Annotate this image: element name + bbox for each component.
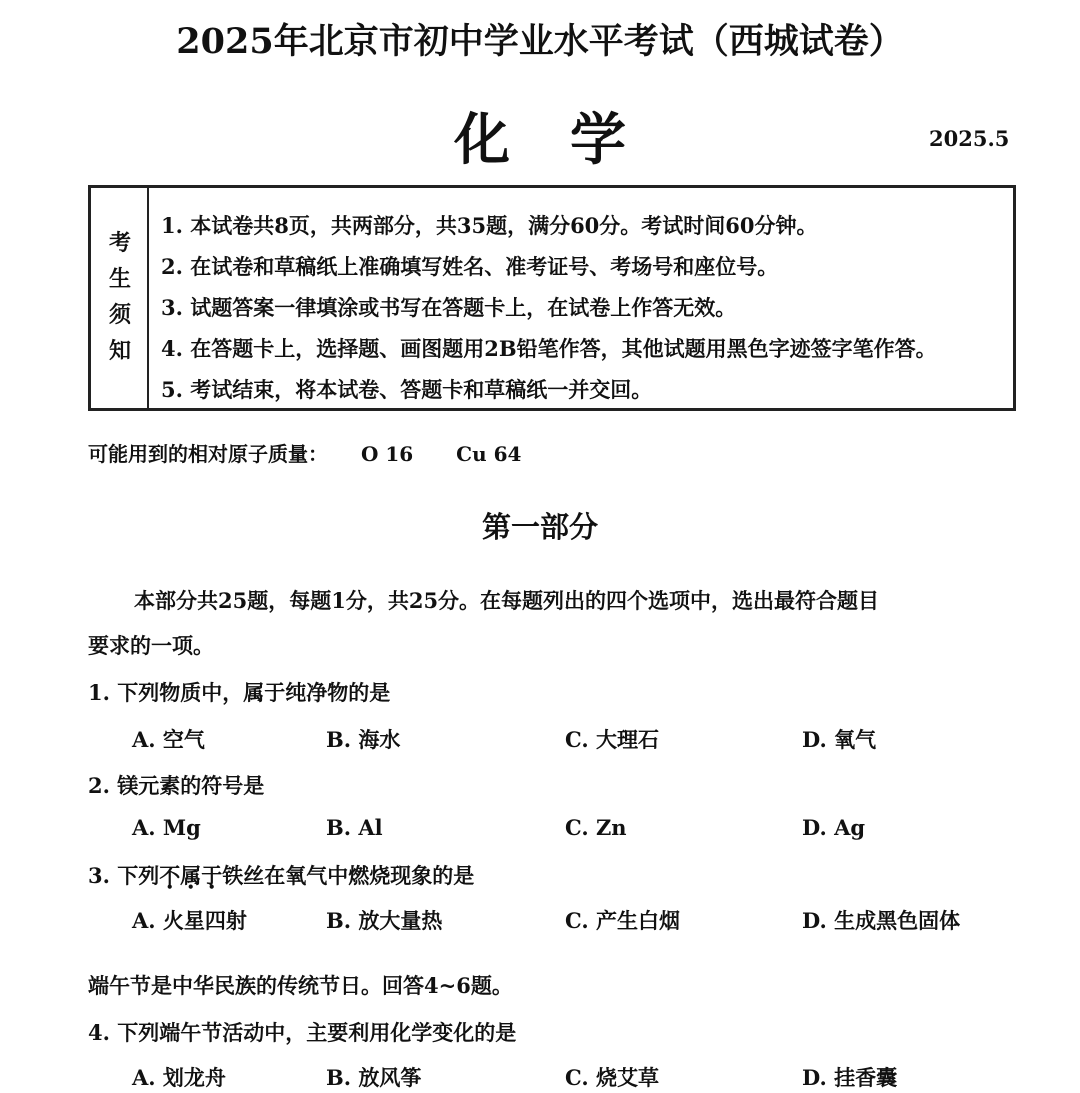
- question-stem-prefix: 3. 下列: [88, 863, 160, 888]
- option-a: A. 火星四射: [132, 908, 247, 933]
- question-stem: 1. 下列物质中，属于纯净物的是: [88, 680, 391, 705]
- question-stem: 4. 下列端午节活动中，主要利用化学变化的是: [88, 1020, 517, 1045]
- notice-item: 3. 试题答案一律填涂或书写在答题卡上，在试卷上作答无效。: [161, 295, 737, 320]
- exam-title: 2025年北京市初中学业水平考试（西城试卷）: [176, 21, 904, 62]
- part-instructions-cont: 要求的一项。: [88, 633, 214, 658]
- part-title: 第一部分: [481, 510, 598, 544]
- option-d: D. 生成黑色固体: [802, 908, 961, 933]
- question-stem: [88, 860, 474, 890]
- question-stem-suffix: 铁丝在氧气中燃烧现象的是: [222, 863, 475, 888]
- notice-item: 4. 在答题卡上，选择题、画图题用2B铅笔作答，其他试题用黑色字迹签字笔作答。: [161, 336, 937, 361]
- notice-label-char: 须: [108, 302, 131, 328]
- option-c: C. 产生白烟: [565, 908, 680, 933]
- context-text: 端午节是中华民族的传统节日。回答4~6题。: [88, 973, 513, 998]
- option-b: B. Al: [326, 815, 383, 840]
- notice-label-char: 考: [108, 230, 131, 256]
- option-d: D. 挂香囊: [802, 1065, 898, 1090]
- option-a: A. 空气: [132, 727, 205, 752]
- atomic-mass-value: O 16: [360, 442, 414, 466]
- option-a: A. 划龙舟: [132, 1065, 226, 1090]
- atomic-mass-label: 可能用到的相对原子质量：: [88, 442, 328, 466]
- option-b: B. 放大量热: [326, 908, 443, 933]
- emphasis-char: 不: [159, 863, 181, 888]
- option-c: C. 烧艾草: [565, 1065, 659, 1090]
- emphasis-char: 属: [180, 863, 202, 888]
- option-d: D. Ag: [802, 815, 866, 840]
- notice-label-char: 知: [108, 338, 131, 364]
- option-c: C. Zn: [565, 815, 627, 840]
- notice-label-char: 生: [108, 266, 131, 292]
- option-b: B. 海水: [326, 727, 401, 752]
- atomic-mass-line: [88, 438, 537, 467]
- notice-item: 5. 考试结束，将本试卷、答题卡和草稿纸一并交回。: [161, 377, 653, 402]
- option-b: B. 放风筝: [326, 1065, 422, 1090]
- part-instructions: 本部分共25题，每题1分，共25分。在每题列出的四个选项中，选出最符合题目: [134, 588, 880, 613]
- option-c: C. 大理石: [565, 727, 659, 752]
- question-stem-emphasis: [159, 863, 222, 888]
- notice-label: [91, 188, 149, 408]
- notice-item: 1. 本试卷共8页，共两部分，共35题，满分60分。考试时间60分钟。: [161, 213, 818, 238]
- option-d: D. 氧气: [802, 727, 877, 752]
- notice-item: 2. 在试卷和草稿纸上准确填写姓名、准考证号、考场号和座位号。: [161, 254, 779, 279]
- subject-title: 化学: [454, 107, 686, 173]
- question-stem: 2. 镁元素的符号是: [88, 773, 265, 798]
- exam-date: 2025.5: [929, 126, 1010, 151]
- atomic-mass-value: Cu 64: [456, 442, 522, 466]
- emphasis-char: 于: [201, 863, 223, 888]
- exam-notice-box: [88, 185, 1016, 411]
- option-a: A. Mg: [132, 815, 201, 840]
